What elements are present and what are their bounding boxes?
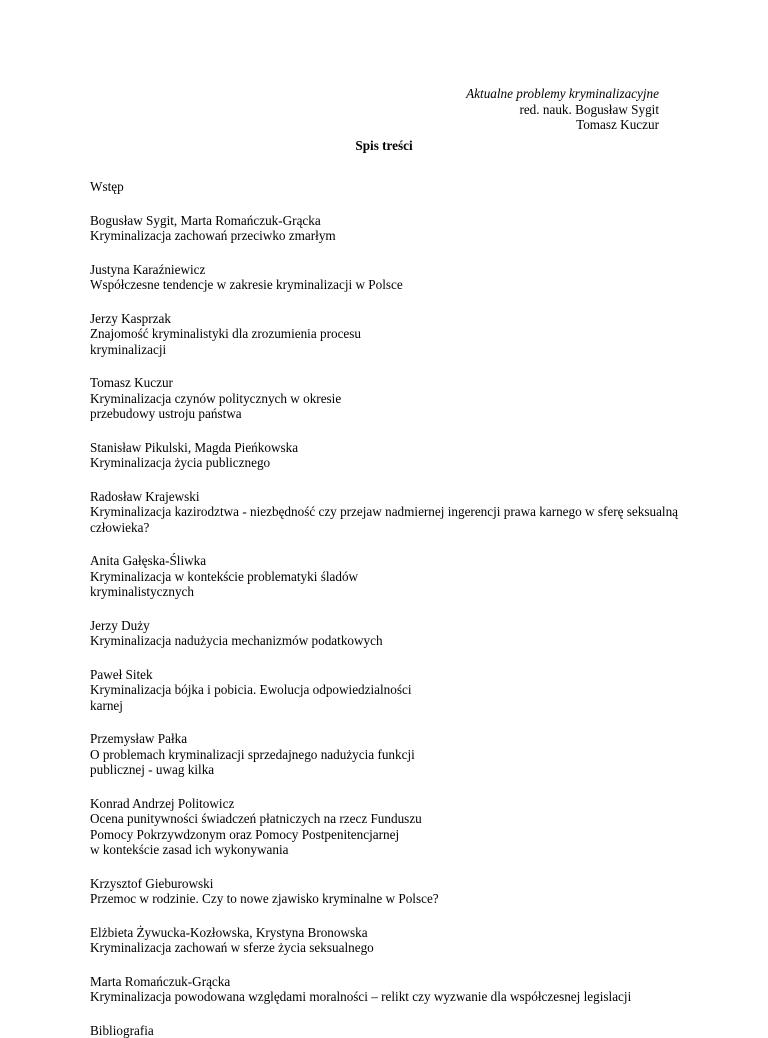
entry-title-line: Przemoc w rodzinie. Czy to nowe zjawisko kryminalne w Polsce? bbox=[90, 891, 690, 907]
entry-authors: Elżbieta Żywucka-Kozłowska, Krystyna Bronowska bbox=[90, 925, 690, 941]
entry-title-line: Kryminalizacja w kontekście problematyki śladów bbox=[90, 569, 690, 585]
entry-title-line: Kryminalizacja zachowań przeciwko zmarłym bbox=[90, 228, 690, 244]
entry-title-line: Kryminalizacja zachowań w sferze życia seksualnego bbox=[90, 940, 690, 956]
entry-title-line: Kryminalizacja czynów politycznych w okresie bbox=[90, 391, 690, 407]
entry-authors: Jerzy Kasprzak bbox=[90, 311, 690, 327]
entry-title-line: przebudowy ustroju państwa bbox=[90, 406, 690, 422]
toc-entry bbox=[90, 213, 690, 244]
toc-entry bbox=[90, 731, 690, 778]
entry-title-line: Ocena punitywności świadczeń płatniczych na rzecz Funduszu bbox=[90, 811, 690, 827]
table-of-contents bbox=[90, 179, 690, 1038]
toc-entries bbox=[90, 213, 690, 1005]
entry-authors: Jerzy Duży bbox=[90, 618, 690, 634]
document-header bbox=[466, 86, 659, 133]
entry-title-line: Współczesne tendencje w zakresie kryminalizacji w Polsce bbox=[90, 277, 690, 293]
toc-entry bbox=[90, 974, 690, 1005]
toc-entry bbox=[90, 440, 690, 471]
toc-bibliography: Bibliografia bbox=[90, 1023, 690, 1038]
toc-entry bbox=[90, 925, 690, 956]
toc-entry bbox=[90, 618, 690, 649]
toc-entry bbox=[90, 375, 690, 422]
entry-authors: Anita Gałęska-Śliwka bbox=[90, 553, 690, 569]
entry-title-line: O problemach kryminalizacji sprzedajnego nadużycia funkcji bbox=[90, 747, 690, 763]
entry-authors: Tomasz Kuczur bbox=[90, 375, 690, 391]
entry-authors: Marta Romańczuk-Grącka bbox=[90, 974, 690, 990]
entry-authors: Paweł Sitek bbox=[90, 667, 690, 683]
entry-title-line: Pomocy Pokrzywdzonym oraz Pomocy Postpenitencjarnej bbox=[90, 827, 690, 843]
toc-entry bbox=[90, 667, 690, 714]
toc-entry bbox=[90, 553, 690, 600]
entry-title-line: Kryminalizacja bójka i pobicia. Ewolucja odpowiedzialności bbox=[90, 682, 690, 698]
entry-title-line: w kontekście zasad ich wykonywania bbox=[90, 842, 690, 858]
entry-title-line: kryminalizacji bbox=[90, 342, 690, 358]
coeditor-line: Tomasz Kuczur bbox=[466, 117, 659, 133]
toc-entry bbox=[90, 489, 690, 536]
toc-entry bbox=[90, 311, 690, 358]
toc-entry bbox=[90, 796, 690, 858]
editor-line: red. nauk. Bogusław Sygit bbox=[466, 102, 659, 118]
toc-entry bbox=[90, 262, 690, 293]
entry-title-line: publicznej - uwag kilka bbox=[90, 762, 690, 778]
entry-authors: Przemysław Pałka bbox=[90, 731, 690, 747]
entry-title-line: Kryminalizacja życia publicznego bbox=[90, 455, 690, 471]
entry-authors: Stanisław Pikulski, Magda Pieńkowska bbox=[90, 440, 690, 456]
entry-title-line: karnej bbox=[90, 698, 690, 714]
entry-authors: Bogusław Sygit, Marta Romańczuk-Grącka bbox=[90, 213, 690, 229]
entry-title-line: Znajomość kryminalistyki dla zrozumienia procesu bbox=[90, 326, 690, 342]
entry-title-line: Kryminalizacja powodowana względami moralności – relikt czy wyzwanie dla współczesnej legislacji bbox=[90, 989, 690, 1005]
toc-intro: Wstęp bbox=[90, 179, 690, 195]
entry-authors: Radosław Krajewski bbox=[90, 489, 690, 505]
entry-title-line: kryminalistycznych bbox=[90, 584, 690, 600]
entry-authors: Justyna Karaźniewicz bbox=[90, 262, 690, 278]
book-title: Aktualne problemy kryminalizacyjne bbox=[466, 86, 659, 102]
entry-title-line: człowieka? bbox=[90, 520, 690, 536]
toc-entry bbox=[90, 876, 690, 907]
entry-title-line: Kryminalizacja nadużycia mechanizmów podatkowych bbox=[90, 633, 690, 649]
entry-authors: Krzysztof Gieburowski bbox=[90, 876, 690, 892]
entry-authors: Konrad Andrzej Politowicz bbox=[90, 796, 690, 812]
entry-title-line: Kryminalizacja kazirodztwa - niezbędność czy przejaw nadmiernej ingerencji prawa karnego w sferę seksualną bbox=[90, 504, 690, 520]
toc-heading: Spis treści bbox=[0, 138, 768, 154]
